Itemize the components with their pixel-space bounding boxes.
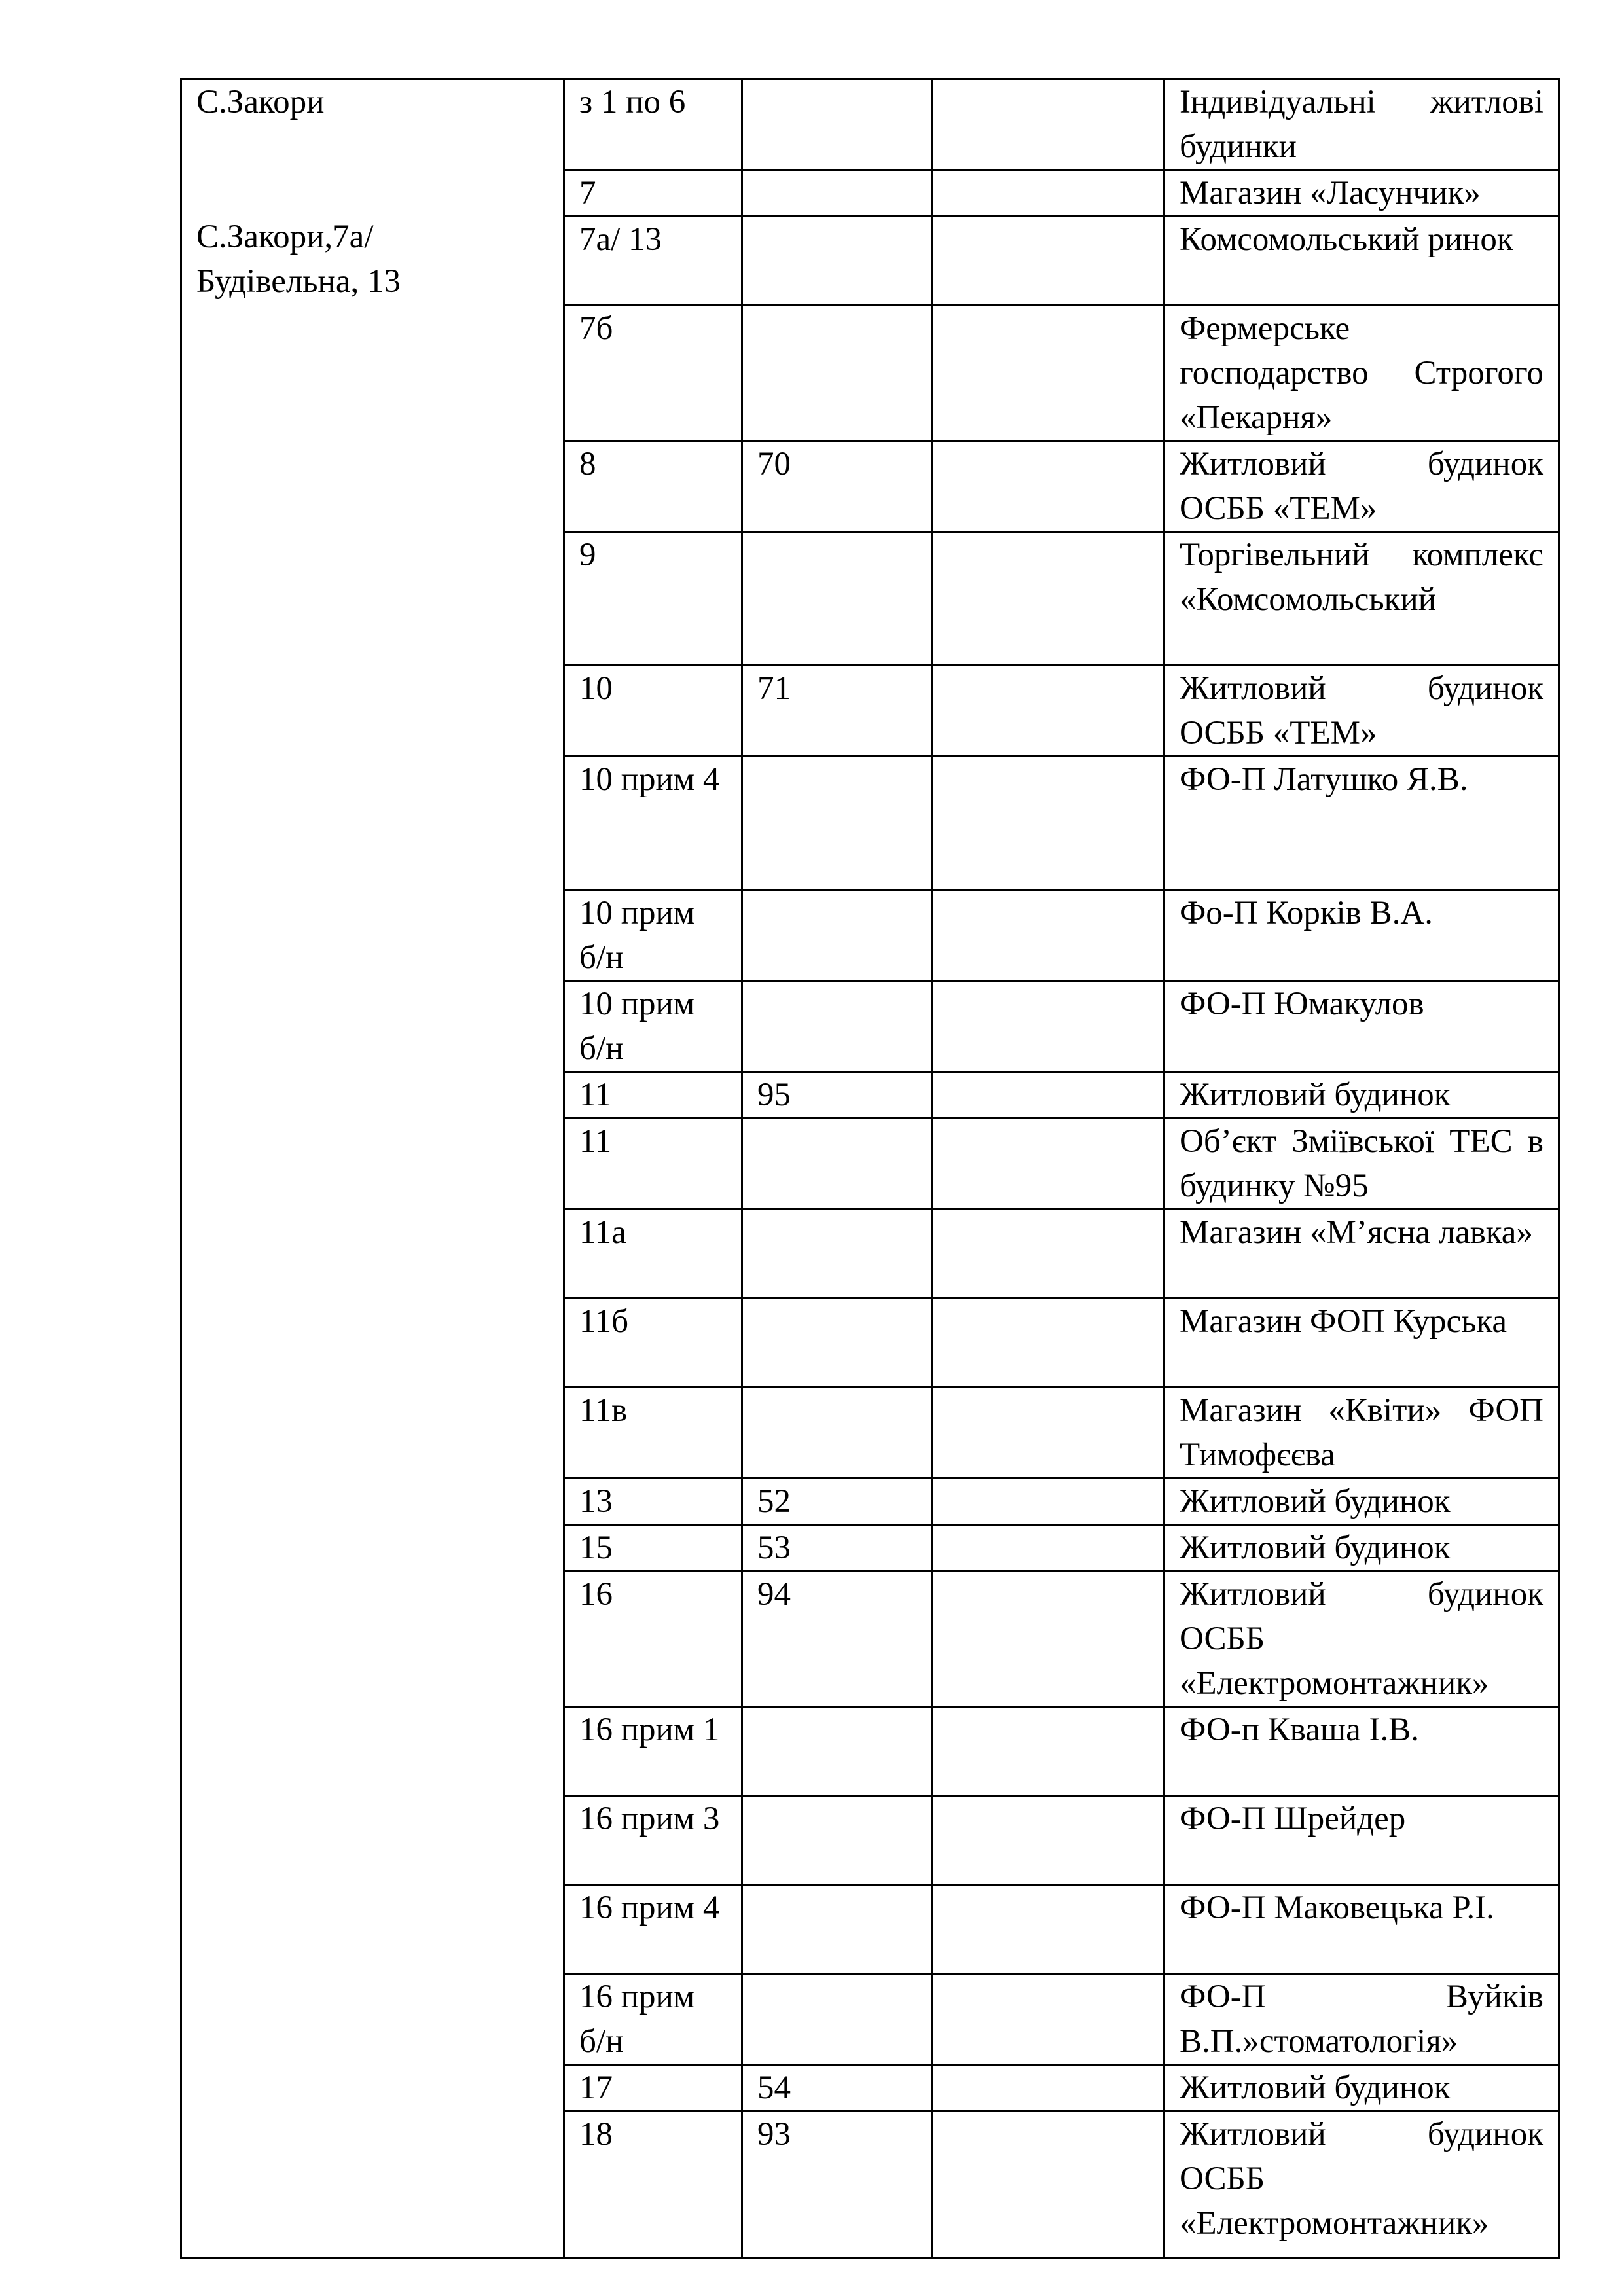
apartments-count-cell: 95 [742, 1072, 932, 1119]
building-description-cell: ФО-п Кваша І.В. [1164, 1707, 1559, 1796]
empty-cell [932, 757, 1164, 890]
empty-cell [932, 666, 1164, 757]
empty-cell [932, 441, 1164, 532]
empty-cell [932, 1974, 1164, 2065]
apartments-count-cell [742, 1388, 932, 1479]
building-description-cell: ФО-П Юмакулов [1164, 981, 1559, 1072]
empty-cell [932, 1388, 1164, 1479]
empty-cell [932, 1796, 1164, 1885]
building-description-cell: Фермерське господарство Строгого «Пекарня» [1164, 306, 1559, 441]
building-description-cell: Магазин «Квіти» ФОП Тимофєєва [1164, 1388, 1559, 1479]
house-number-cell: 16 [564, 1571, 742, 1707]
apartments-count-cell [742, 532, 932, 666]
apartments-count-cell [742, 1885, 932, 1974]
building-description-cell: Індивідуальні житлові будинки [1164, 79, 1559, 170]
empty-cell [932, 890, 1164, 981]
building-description-cell: ФО-П Латушко Я.В. [1164, 757, 1559, 890]
apartments-count-cell: 54 [742, 2065, 932, 2111]
apartments-count-cell [742, 1707, 932, 1796]
apartments-count-cell [742, 79, 932, 170]
house-number-cell: 10 прим б/н [564, 890, 742, 981]
apartments-count-cell [742, 1974, 932, 2065]
building-description-cell: ФО-П Маковецька Р.І. [1164, 1885, 1559, 1974]
house-number-cell: 16 прим 4 [564, 1885, 742, 1974]
table-row [181, 79, 1559, 170]
empty-cell [932, 170, 1164, 217]
street-address-line: Будівельна, 13 [196, 263, 401, 300]
house-number-cell: 13 [564, 1479, 742, 1525]
empty-cell [932, 2111, 1164, 2258]
building-description-cell: Магазин «М’ясна лавка» [1164, 1210, 1559, 1299]
apartments-count-cell [742, 757, 932, 890]
house-number-cell: 7 [564, 170, 742, 217]
street-name: С.Закори [196, 84, 325, 120]
building-description-cell: Житловий будинок [1164, 1072, 1559, 1119]
building-description-cell: ФО-П Шрейдер [1164, 1796, 1559, 1885]
empty-cell [932, 306, 1164, 441]
house-number-cell: 11а [564, 1210, 742, 1299]
empty-cell [932, 2065, 1164, 2111]
building-description-cell: Магазин ФОП Курська [1164, 1299, 1559, 1388]
apartments-count-cell [742, 1119, 932, 1210]
apartments-count-cell: 70 [742, 441, 932, 532]
house-number-cell: 17 [564, 2065, 742, 2111]
house-number-cell: 16 прим 1 [564, 1707, 742, 1796]
house-number-cell: 7а/ 13 [564, 217, 742, 306]
apartments-count-cell: 94 [742, 1571, 932, 1707]
apartments-count-cell [742, 1210, 932, 1299]
building-description-cell: Магазин «Ласунчик» [1164, 170, 1559, 217]
empty-cell [932, 217, 1164, 306]
building-description-cell: Фо-П Корків В.А. [1164, 890, 1559, 981]
building-description-cell: Житловий будинок ОСББ «Електромонтажник» [1164, 1571, 1559, 1707]
building-description-cell: Торгівельний комплекс «Комсомольський [1164, 532, 1559, 666]
apartments-count-cell: 52 [742, 1479, 932, 1525]
house-number-cell: 10 прим б/н [564, 981, 742, 1072]
building-description-cell: Житловий будинок [1164, 2065, 1559, 2111]
empty-cell [932, 532, 1164, 666]
house-number-cell: 8 [564, 441, 742, 532]
apartments-count-cell: 71 [742, 666, 932, 757]
apartments-count-cell [742, 170, 932, 217]
empty-cell [932, 1707, 1164, 1796]
empty-cell [932, 1210, 1164, 1299]
building-description-cell: ФО-П Вуйків В.П.»стоматологія» [1164, 1974, 1559, 2065]
house-number-cell: з 1 по 6 [564, 79, 742, 170]
building-description-cell: Житловий будинок ОСББ «Електромонтажник» [1164, 2111, 1559, 2258]
house-number-cell: 10 [564, 666, 742, 757]
apartments-count-cell: 53 [742, 1525, 932, 1571]
apartments-count-cell: 93 [742, 2111, 932, 2258]
apartments-count-cell [742, 1299, 932, 1388]
house-number-cell: 15 [564, 1525, 742, 1571]
empty-cell [932, 1299, 1164, 1388]
house-number-cell: 11 [564, 1072, 742, 1119]
house-number-cell: 18 [564, 2111, 742, 2258]
empty-cell [932, 79, 1164, 170]
empty-cell [932, 1072, 1164, 1119]
apartments-count-cell [742, 890, 932, 981]
street-address-line: С.Закори,7а/ [196, 219, 374, 255]
apartments-count-cell [742, 217, 932, 306]
apartments-count-cell [742, 981, 932, 1072]
empty-cell [932, 1479, 1164, 1525]
house-number-cell: 7б [564, 306, 742, 441]
building-description-cell: Житловий будинок ОСББ «ТЕМ» [1164, 441, 1559, 532]
apartments-count-cell [742, 1796, 932, 1885]
house-number-cell: 11 [564, 1119, 742, 1210]
building-description-cell: Об’єкт Зміївської ТЕС в будинку №95 [1164, 1119, 1559, 1210]
house-number-cell: 11в [564, 1388, 742, 1479]
address-table [180, 78, 1560, 2259]
building-description-cell: Житловий будинок ОСББ «ТЕМ» [1164, 666, 1559, 757]
house-number-cell: 11б [564, 1299, 742, 1388]
building-description-cell: Житловий будинок [1164, 1525, 1559, 1571]
empty-cell [932, 1571, 1164, 1707]
house-number-cell: 16 прим б/н [564, 1974, 742, 2065]
building-description-cell: Комсомольський ринок [1164, 217, 1559, 306]
empty-cell [932, 1525, 1164, 1571]
apartments-count-cell [742, 306, 932, 441]
street-name-cell [181, 79, 564, 2258]
empty-cell [932, 981, 1164, 1072]
empty-cell [932, 1885, 1164, 1974]
empty-cell [932, 1119, 1164, 1210]
house-number-cell: 16 прим 3 [564, 1796, 742, 1885]
building-description-cell: Житловий будинок [1164, 1479, 1559, 1525]
house-number-cell: 10 прим 4 [564, 757, 742, 890]
house-number-cell: 9 [564, 532, 742, 666]
